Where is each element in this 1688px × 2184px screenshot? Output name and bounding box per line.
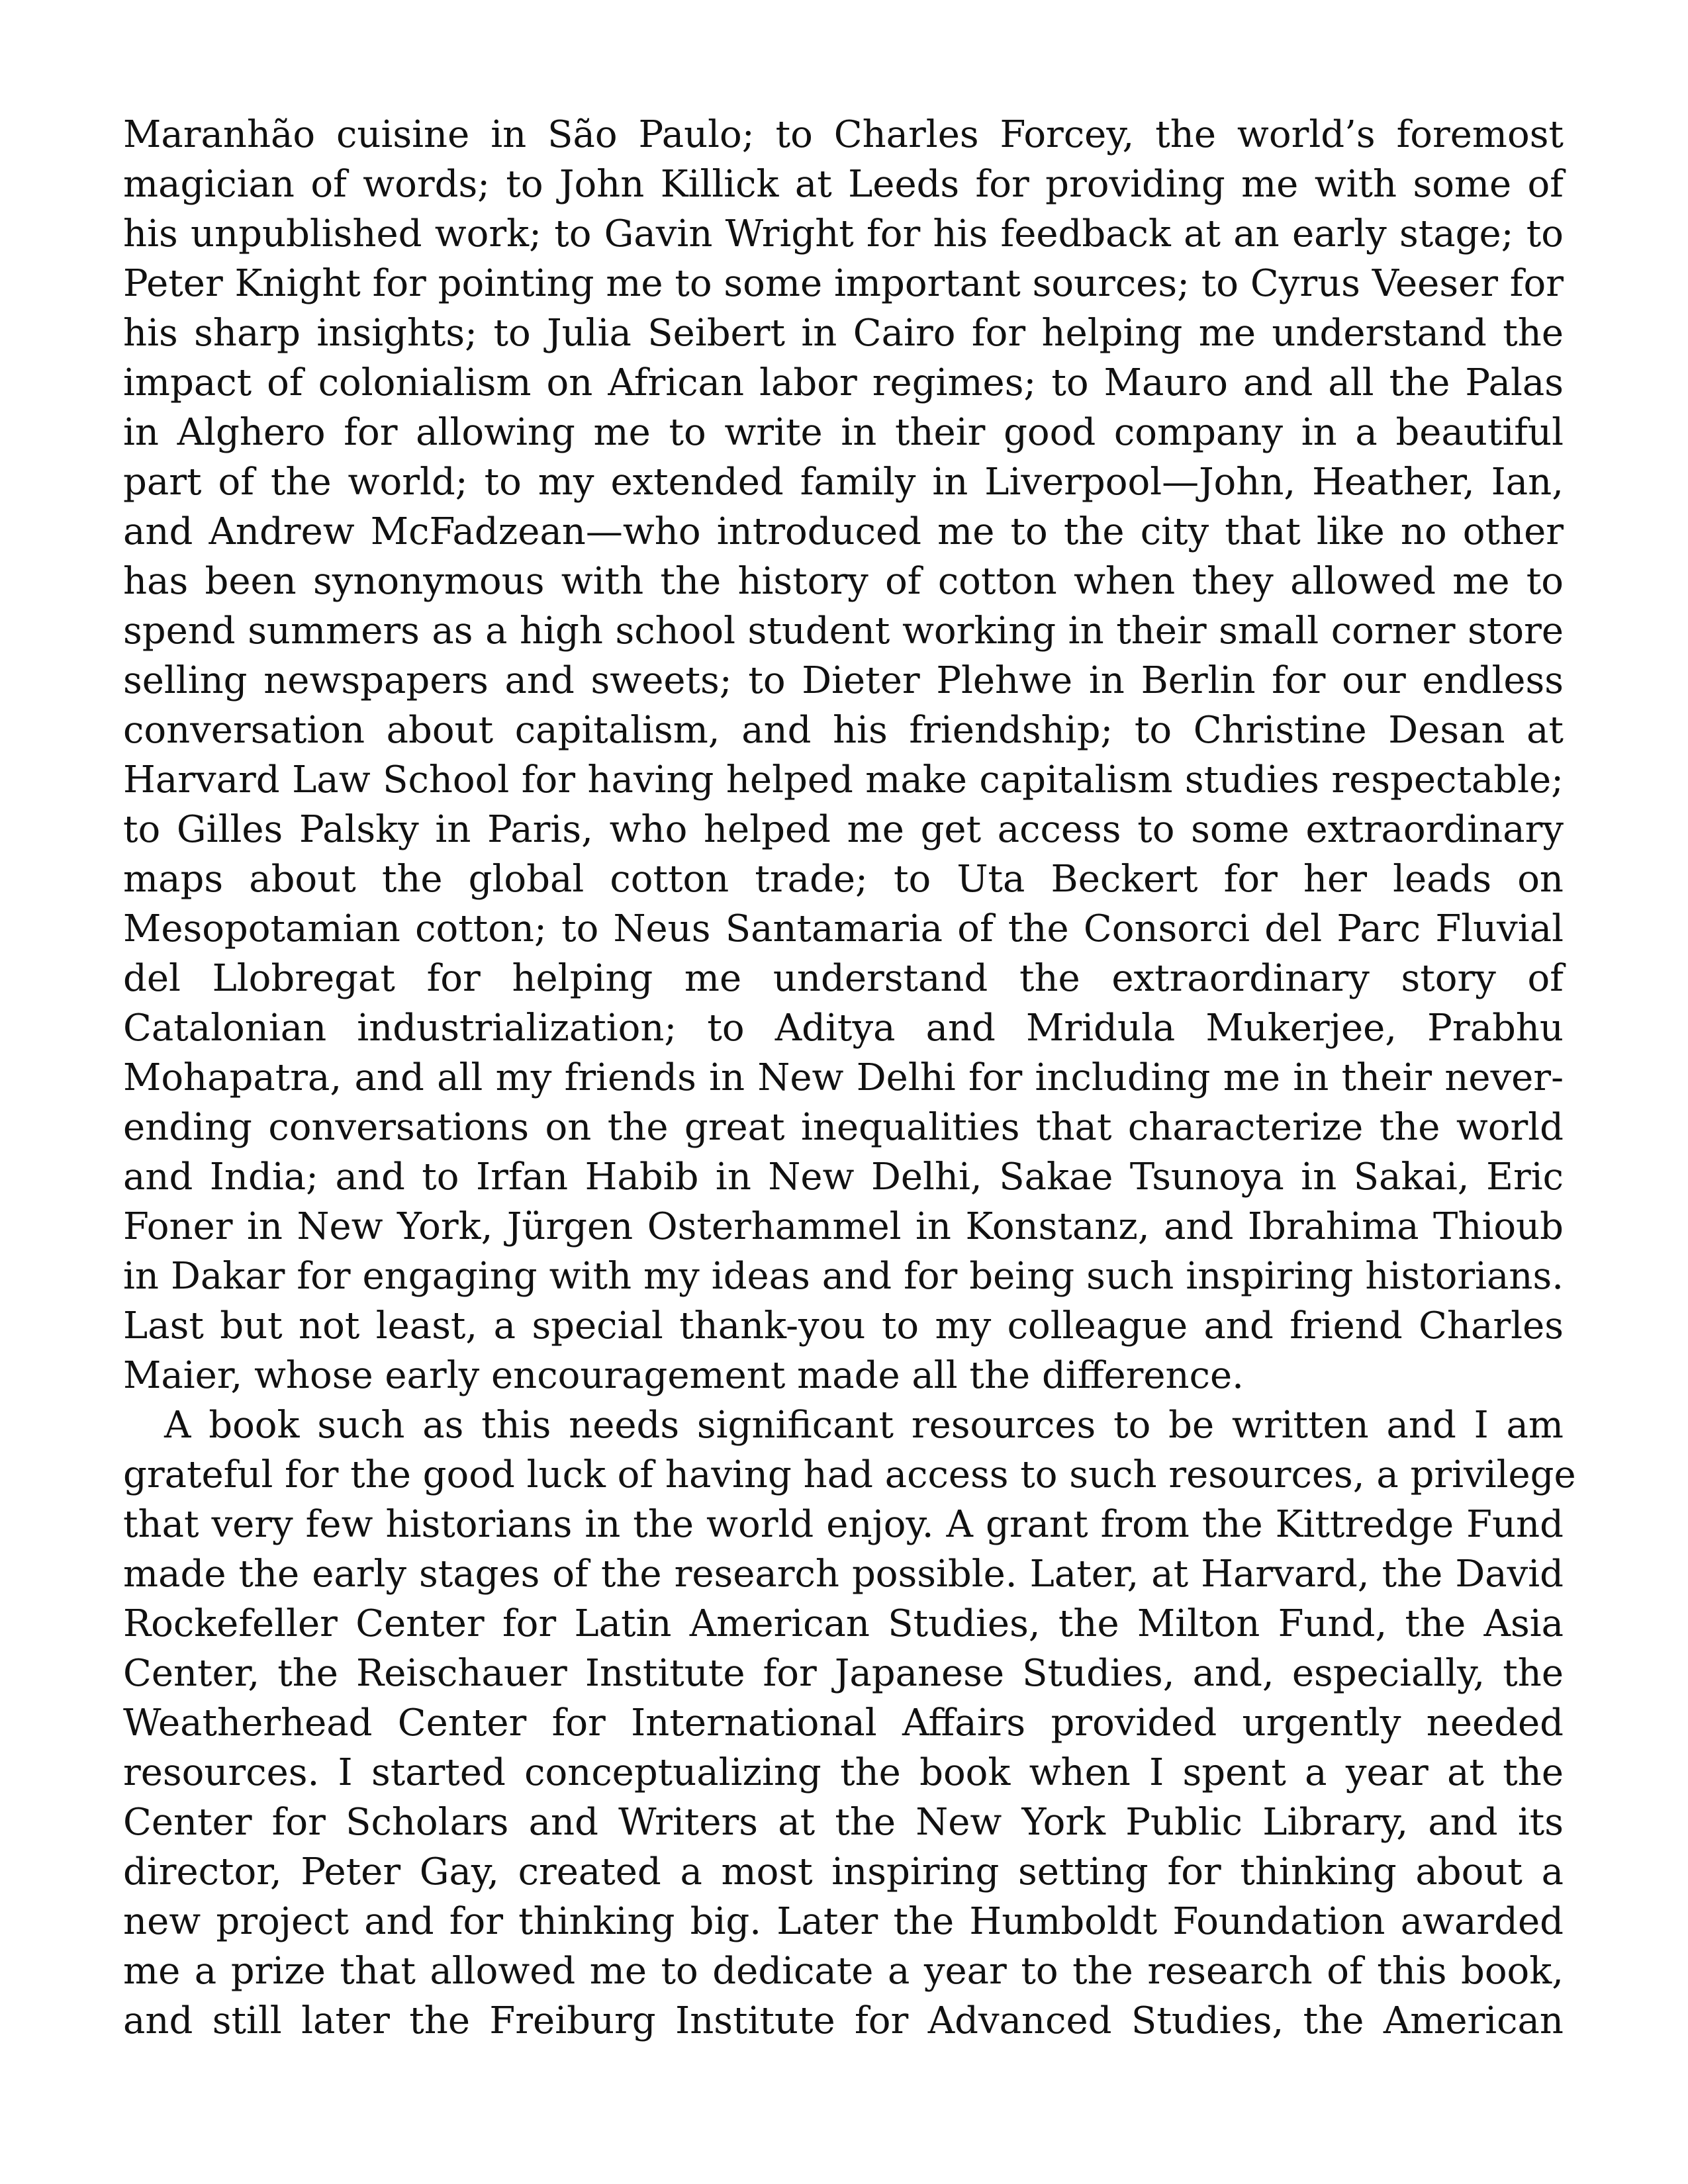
text-line: A book such as this needs significant resources to be written and I am xyxy=(164,1404,1564,1447)
text-line: that very few historians in the world enjoy. A grant from the Kittredge Fund xyxy=(123,1503,1564,1546)
text-line: resources. I started conceptualizing the book when I spent a year at the xyxy=(123,1751,1564,1794)
text-line: maps about the global cotton trade; to Uta Beckert for her leads on xyxy=(123,858,1564,901)
text-line: part of the world; to my extended family in Liverpool—John, Heather, Ian, xyxy=(123,461,1564,504)
text-line: conversation about capitalism, and his friendship; to Christine Desan at xyxy=(123,709,1564,752)
text-line: Mesopotamian cotton; to Neus Santamaria of the Consorci del Parc Fluvial xyxy=(123,907,1564,950)
text-line: Foner in New York, Jürgen Osterhammel in Konstanz, and Ibrahima Thioub xyxy=(123,1205,1564,1248)
text-line: in Dakar for engaging with my ideas and for being such inspiring historians. xyxy=(123,1255,1564,1298)
text-line: and India; and to Irfan Habib in New Delhi, Sakae Tsunoya in Sakai, Eric xyxy=(123,1156,1564,1199)
text-line: has been synonymous with the history of cotton when they allowed me to xyxy=(123,560,1564,603)
text-line: ending conversations on the great inequalities that characterize the world xyxy=(123,1106,1564,1149)
text-line: spend summers as a high school student working in their small corner store xyxy=(123,610,1564,653)
text-line: and Andrew McFadzean—who introduced me to the city that like no other xyxy=(123,510,1564,553)
text-line: director, Peter Gay, created a most inspiring setting for thinking about a xyxy=(123,1850,1564,1893)
text-line: his unpublished work; to Gavin Wright for his feedback at an early stage; to xyxy=(123,212,1564,255)
text-line: Center, the Reischauer Institute for Japanese Studies, and, especially, the xyxy=(123,1652,1564,1695)
text-line: me a prize that allowed me to dedicate a year to the research of this book, xyxy=(123,1950,1564,1993)
text-line: impact of colonialism on African labor regimes; to Mauro and all the Palas xyxy=(123,361,1564,404)
text-line: made the early stages of the research possible. Later, at Harvard, the David xyxy=(123,1553,1564,1596)
text-line: Last but not least, a special thank-you to my colleague and friend Charles xyxy=(123,1304,1564,1347)
text-line: selling newspapers and sweets; to Dieter Plehwe in Berlin for our endless xyxy=(123,659,1564,702)
text-line: and still later the Freiburg Institute for Advanced Studies, the American xyxy=(123,1999,1564,2042)
text-line: Peter Knight for pointing me to some important sources; to Cyrus Veeser for xyxy=(123,262,1564,305)
paragraph-acknowledgments-funding xyxy=(123,1400,1576,2046)
text-line: Center for Scholars and Writers at the New York Public Library, and its xyxy=(123,1801,1564,1844)
text-line: Harvard Law School for having helped make capitalism studies respectable; xyxy=(123,758,1564,801)
text-line: magician of words; to John Killick at Leeds for providing me with some of xyxy=(123,163,1564,206)
text-line: grateful for the good luck of having had access to such resources, a privilege xyxy=(123,1453,1576,1496)
text-line: Maier, whose early encouragement made all the difference. xyxy=(123,1354,1244,1397)
text-line: to Gilles Palsky in Paris, who helped me get access to some extraordinary xyxy=(123,808,1564,851)
text-line: Catalonian industrialization; to Aditya and Mridula Mukerjee, Prabhu xyxy=(123,1007,1564,1050)
text-line: del Llobregat for helping me understand the extraordinary story of xyxy=(123,957,1564,1000)
text-line: Rockefeller Center for Latin American Studies, the Milton Fund, the Asia xyxy=(123,1602,1564,1645)
text-line: Maranhão cuisine in São Paulo; to Charles Forcey, the world’s foremost xyxy=(123,113,1564,156)
text-line: Mohapatra, and all my friends in New Delhi for including me in their never- xyxy=(123,1056,1564,1099)
paragraph-acknowledgments-individuals xyxy=(123,110,1564,1400)
text-line: new project and for thinking big. Later the Humboldt Foundation awarded xyxy=(123,1900,1564,1943)
document-page xyxy=(123,110,1576,2046)
text-line: Weatherhead Center for International Affairs provided urgently needed xyxy=(123,1702,1564,1745)
text-line: his sharp insights; to Julia Seibert in Cairo for helping me understand the xyxy=(123,312,1564,355)
text-line: in Alghero for allowing me to write in their good company in a beautiful xyxy=(123,411,1564,454)
